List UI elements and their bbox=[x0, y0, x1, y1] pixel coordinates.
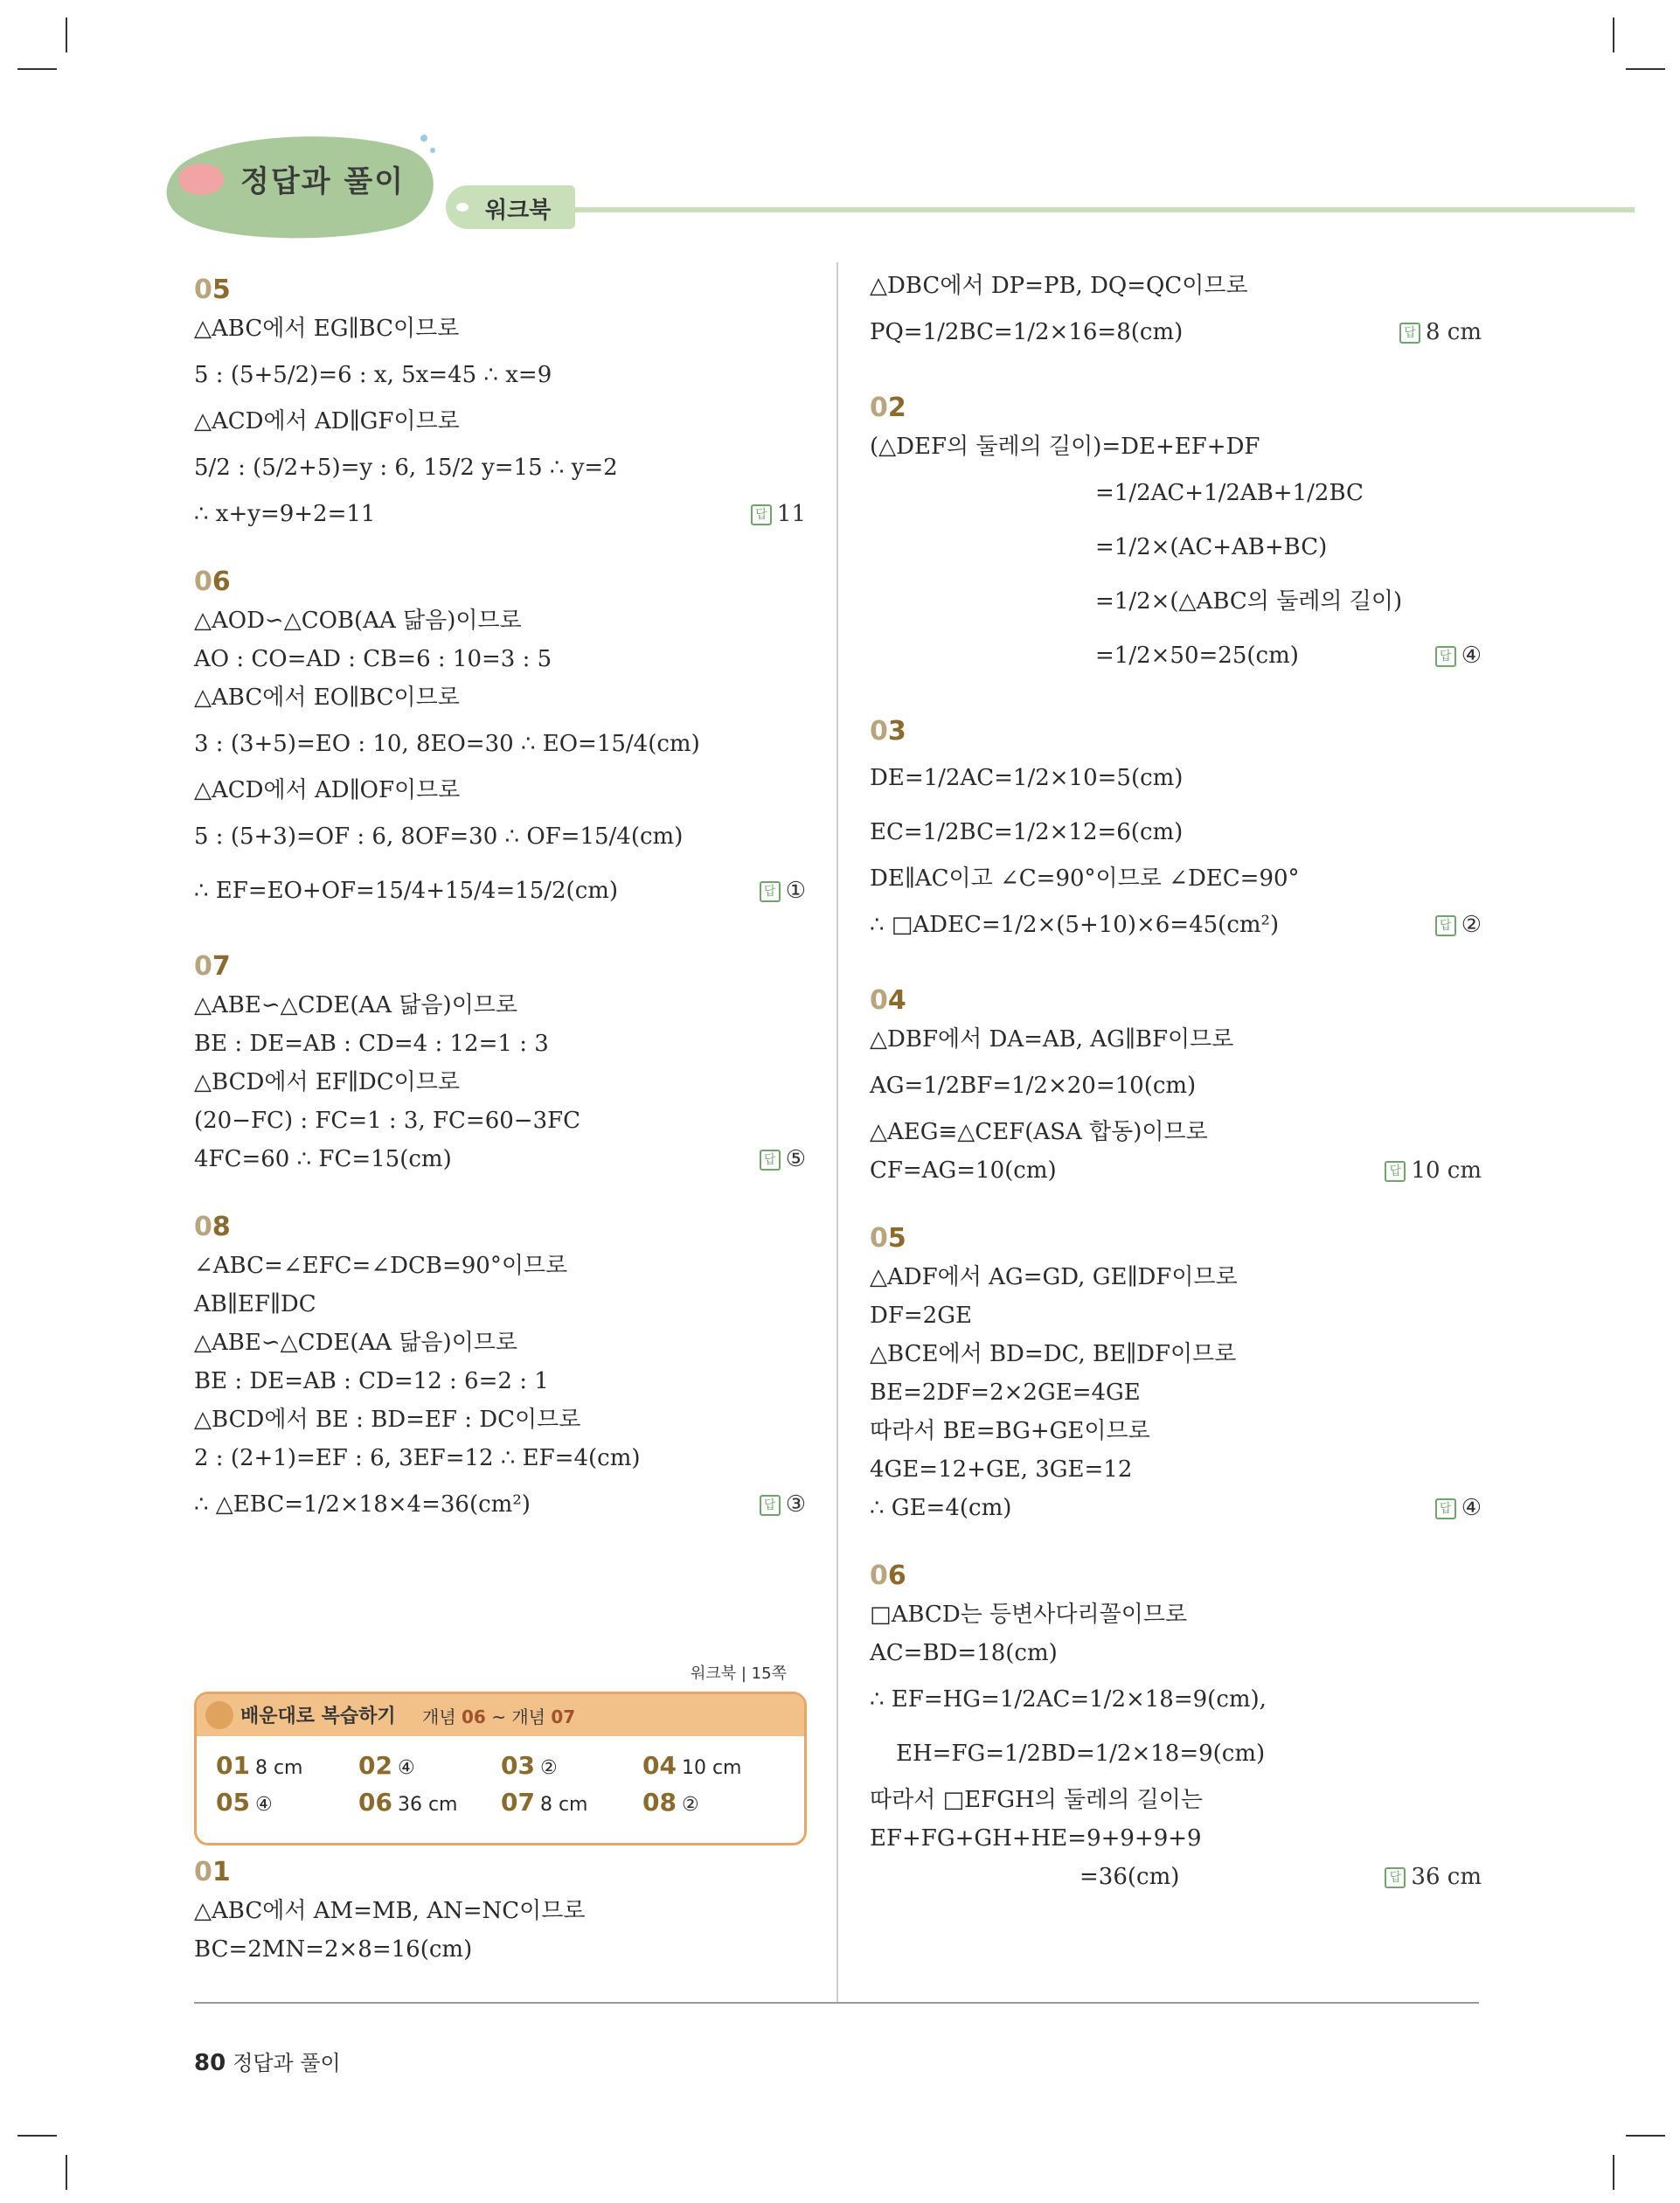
crop-mark bbox=[1613, 2155, 1614, 2190]
solution-line: BC=2MN=2×8=16(cm) bbox=[194, 1936, 473, 1963]
problem-number: 06 bbox=[870, 1560, 906, 1591]
problem-number: 05 bbox=[194, 275, 231, 305]
solution-line: △BCD에서 EF∥DC이므로 bbox=[194, 1069, 460, 1095]
problem-02 bbox=[870, 389, 1482, 683]
answer: 답 ④ bbox=[1435, 1489, 1482, 1527]
problem-number: 08 bbox=[194, 1212, 231, 1242]
solution-line: 따라서 □EFGH의 둘레의 길이는 bbox=[870, 1787, 1203, 1813]
review-item: 04 10 cm bbox=[642, 1751, 742, 1780]
footer-rule bbox=[194, 2002, 1479, 2004]
problem-05 bbox=[194, 271, 806, 533]
problem-number: 03 bbox=[870, 716, 906, 747]
solution-line: △ACD에서 AD∥OF이므로 bbox=[194, 777, 461, 803]
answer-icon: 답 bbox=[1435, 915, 1456, 936]
left-column bbox=[194, 271, 806, 1532]
answer-icon: 답 bbox=[1385, 1161, 1406, 1182]
solution-line: ∴ x+y=9+2=11 답 11 bbox=[194, 495, 806, 533]
solution-line: △ADF에서 AG=GD, GE∥DF이므로 bbox=[870, 1264, 1238, 1290]
solution-line: 5/2 : (5/2+5)=y : 6, 15/2 y=15 ∴ y=2 bbox=[194, 455, 618, 481]
problem-number: 07 bbox=[194, 951, 231, 982]
solution-line: △AOD∽△COB(AA 닮음)이므로 bbox=[194, 608, 522, 634]
answer: 답 11 bbox=[751, 495, 806, 533]
solution-line: BE : DE=AB : CD=4 : 12=1 : 3 bbox=[194, 1031, 549, 1057]
answer: 답 ① bbox=[760, 864, 806, 918]
solution-line: 2 : (2+1)=EF : 6, 3EF=12 ∴ EF=4(cm) bbox=[194, 1445, 641, 1471]
solution-line: △BCD에서 BE : BD=EF : DC이므로 bbox=[194, 1407, 581, 1433]
solution-line: DF=2GE bbox=[870, 1303, 972, 1329]
answer-icon: 답 bbox=[1399, 323, 1420, 344]
solution-line: △DBC에서 DP=PB, DQ=QC이므로 bbox=[870, 273, 1248, 299]
answer: 답 ② bbox=[1435, 898, 1482, 952]
tab-dot-icon bbox=[456, 203, 469, 212]
solution-line: DE=1/2AC=1/2×10=5(cm) bbox=[870, 765, 1184, 791]
review-item: 02 ④ bbox=[358, 1751, 415, 1780]
problem-number: 01 bbox=[194, 1857, 231, 1887]
whale-icon bbox=[178, 163, 224, 195]
crop-mark bbox=[17, 68, 57, 70]
solution-line: ∴ EF=EO+OF=15/4+15/4=15/2(cm) 답 ① bbox=[194, 864, 806, 918]
solution-line: DE∥AC이고 ∠C=90°이므로 ∠DEC=90° bbox=[870, 865, 1300, 892]
solution-line: △ACD에서 AD∥GF이므로 bbox=[194, 408, 460, 434]
answer-icon: 답 bbox=[1435, 1498, 1456, 1519]
review-item: 03 ② bbox=[501, 1751, 558, 1780]
problem-number: 04 bbox=[870, 985, 906, 1016]
crop-mark bbox=[1613, 17, 1614, 52]
answer: 답 ⑤ bbox=[760, 1140, 806, 1178]
problem-number: 06 bbox=[194, 566, 231, 597]
review-item: 05 ④ bbox=[216, 1788, 273, 1817]
review-header bbox=[197, 1694, 804, 1736]
problem-01 bbox=[194, 1853, 806, 1969]
problem-number: 05 bbox=[870, 1223, 906, 1254]
answer: 답 ③ bbox=[760, 1477, 806, 1532]
problem-08 bbox=[194, 1208, 806, 1532]
review-title: 배운대로 복습하기 bbox=[240, 1706, 396, 1727]
problem-05-right bbox=[870, 1220, 1482, 1527]
answer: 답 8 cm bbox=[1399, 305, 1482, 359]
solution-line: 따라서 BE=BG+GE이므로 bbox=[870, 1418, 1150, 1444]
problem-06 bbox=[194, 563, 806, 918]
answer-icon: 답 bbox=[760, 1150, 781, 1171]
answer: 답 ④ bbox=[1435, 629, 1482, 683]
solution-line: 4GE=12+GE, 3GE=12 bbox=[870, 1456, 1133, 1483]
right-column bbox=[870, 267, 1482, 1896]
review-item: 06 36 cm bbox=[358, 1788, 458, 1817]
solution-line: EC=1/2BC=1/2×12=6(cm) bbox=[870, 819, 1184, 845]
solution-line: ∴ EF=HG=1/2AC=1/2×18=9(cm), bbox=[870, 1686, 1267, 1713]
tab-workbook-label: 워크북 bbox=[485, 198, 552, 224]
review-item: 07 8 cm bbox=[501, 1788, 588, 1817]
review-item: 01 8 cm bbox=[216, 1751, 303, 1780]
solution-line: EF+FG+GH+HE=9+9+9+9 bbox=[870, 1825, 1202, 1852]
solution-line: △ABC에서 EG∥BC이므로 bbox=[194, 316, 460, 342]
solution-line: (20−FC) : FC=1 : 3, FC=60−3FC bbox=[194, 1108, 581, 1134]
answer-icon: 답 bbox=[760, 881, 781, 902]
problem-03 bbox=[870, 712, 1482, 952]
solution-line: ∴ □ADEC=1/2×(5+10)×6=45(cm²) 답 ② bbox=[870, 898, 1482, 952]
crop-mark bbox=[66, 17, 67, 52]
solution-line: △AEG≡△CEF(ASA 합동)이므로 bbox=[870, 1119, 1208, 1145]
solution-line: BE=2DF=2×2GE=4GE bbox=[870, 1379, 1141, 1406]
solution-line: AC=BD=18(cm) bbox=[870, 1640, 1058, 1666]
solution-line: ∴ GE=4(cm) 답 ④ bbox=[870, 1489, 1482, 1527]
footer-label: 정답과 풀이 bbox=[233, 2051, 341, 2075]
problem-06-right bbox=[870, 1557, 1482, 1896]
solution-line: =36(cm) 답 36 cm bbox=[870, 1858, 1482, 1896]
solution-line: ∠ABC=∠EFC=∠DCB=90°이므로 bbox=[194, 1253, 568, 1279]
solution-line: AG=1/2BF=1/2×20=10(cm) bbox=[870, 1073, 1197, 1099]
answer: 답 36 cm bbox=[1385, 1858, 1482, 1896]
header-title: 정답과 풀이 bbox=[240, 164, 406, 199]
crop-mark bbox=[17, 2135, 57, 2137]
solution-line: AB∥EF∥DC bbox=[194, 1291, 316, 1317]
solution-line: 5 : (5+3)=OF : 6, 8OF=30 ∴ OF=15/4(cm) bbox=[194, 824, 684, 850]
crop-mark bbox=[1626, 2135, 1665, 2137]
solution-line: △ABE∽△CDE(AA 닮음)이므로 bbox=[194, 1330, 518, 1356]
solution-line: 3 : (3+5)=EO : 10, 8EO=30 ∴ EO=15/4(cm) bbox=[194, 731, 700, 757]
solution-line: =1/2×(AC+AB+BC) bbox=[1095, 534, 1328, 560]
answer-icon: 답 bbox=[1385, 1867, 1406, 1888]
review-page-ref: 워크북 | 15쪽 bbox=[691, 1664, 787, 1683]
solution-line: PQ=1/2BC=1/2×16=8(cm) 답 8 cm bbox=[870, 305, 1482, 359]
solution-line: CF=AG=10(cm) 답 10 cm bbox=[870, 1151, 1482, 1190]
page-number: 80 bbox=[194, 2050, 226, 2076]
crop-mark bbox=[66, 2155, 67, 2190]
solution-line: △ABC에서 AM=MB, AN=NC이므로 bbox=[194, 1898, 586, 1924]
solution-line: BE : DE=AB : CD=12 : 6=2 : 1 bbox=[194, 1368, 549, 1394]
solution-line: EH=FG=1/2BD=1/2×18=9(cm) bbox=[896, 1741, 1266, 1767]
review-item: 08 ② bbox=[642, 1788, 699, 1817]
solution-line: 5 : (5+5/2)=6 : x, 5x=45 ∴ x=9 bbox=[194, 362, 552, 388]
solution-line: △DBF에서 DA=AB, AG∥BF이므로 bbox=[870, 1026, 1234, 1053]
solution-line: △ABC에서 EO∥BC이므로 bbox=[194, 685, 460, 711]
fox-icon bbox=[205, 1701, 233, 1729]
solution-line: □ABCD는 등변사다리꼴이므로 bbox=[870, 1602, 1188, 1628]
solution-line: (△DEF의 둘레의 길이)=DE+EF+DF bbox=[870, 434, 1260, 460]
solution-line: △BCE에서 BD=DC, BE∥DF이므로 bbox=[870, 1341, 1237, 1367]
header-rule bbox=[573, 207, 1635, 212]
answer: 답 10 cm bbox=[1385, 1151, 1482, 1190]
solution-line: ∴ △EBC=1/2×18×4=36(cm²) 답 ③ bbox=[194, 1477, 806, 1532]
answer-icon: 답 bbox=[751, 504, 772, 525]
problem-07 bbox=[194, 948, 806, 1178]
solution-line: AO : CO=AD : CB=6 : 10=3 : 5 bbox=[194, 646, 552, 672]
problem-number: 02 bbox=[870, 393, 906, 423]
column-divider bbox=[837, 262, 838, 2002]
review-range: 개념 06 ~ 개념 07 bbox=[422, 1706, 576, 1727]
solution-line: =1/2×(△ABC의 둘레의 길이) bbox=[1095, 588, 1403, 615]
review-box bbox=[194, 1692, 807, 1845]
answer-icon: 답 bbox=[1435, 646, 1456, 667]
solution-line: =1/2×50=25(cm) 답 ④ bbox=[870, 629, 1482, 683]
problem-04 bbox=[870, 982, 1482, 1190]
solution-line: △ABE∽△CDE(AA 닮음)이므로 bbox=[194, 992, 518, 1018]
crop-mark bbox=[1626, 68, 1665, 70]
page-footer bbox=[194, 2046, 341, 2076]
answer-icon: 답 bbox=[760, 1495, 781, 1516]
solution-line: =1/2AC+1/2AB+1/2BC bbox=[1095, 480, 1364, 506]
solution-line: 4FC=60 ∴ FC=15(cm) 답 ⑤ bbox=[194, 1140, 806, 1178]
